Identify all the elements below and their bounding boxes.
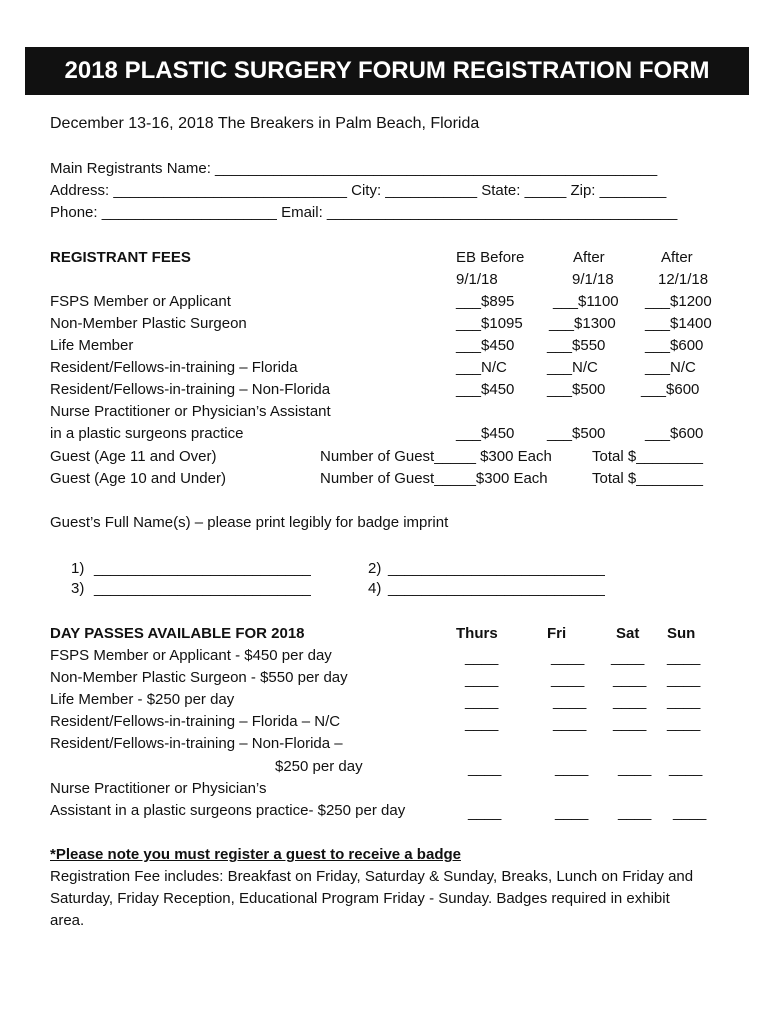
day-pass-blank[interactable]: ____ [667, 693, 701, 710]
day-pass-blank[interactable]: ____ [468, 804, 502, 821]
fee-after-sep-blank[interactable]: ___$550 [547, 337, 606, 354]
fee-row-label: Resident/Fellows-in-training – Florida [50, 359, 298, 376]
registrant-name-field[interactable]: Main Registrants Name: _____________________________________________________ [50, 160, 658, 177]
day-pass-blank[interactable]: ____ [673, 804, 707, 821]
fee-row-label: Resident/Fellows-in-training – Non-Florida [50, 381, 331, 398]
fee-row-label: FSPS Member or Applicant [50, 293, 231, 310]
day-pass-blank[interactable]: ____ [555, 760, 589, 777]
day-sun-header: Sun [667, 625, 696, 642]
day-pass-blank[interactable]: ____ [465, 671, 499, 688]
day-pass-row-label: Assistant in a plastic surgeons practice- $250 per day [50, 802, 406, 819]
form-title: 2018 PLASTIC SURGERY FORUM REGISTRATION FORM [64, 57, 710, 84]
col-after-sep-line1: After [573, 249, 605, 266]
day-pass-blank[interactable]: ____ [611, 649, 645, 666]
day-pass-row-label: $250 per day [275, 758, 363, 775]
fee-row-label: Life Member [50, 337, 134, 354]
day-pass-blank[interactable]: ____ [613, 693, 647, 710]
day-pass-row-label: Nurse Practitioner or Physician’s [50, 780, 267, 797]
day-pass-blank[interactable]: ____ [468, 760, 502, 777]
fee-row-label: in a plastic surgeons practice [50, 425, 244, 442]
day-pass-row-label: Resident/Fellows-in-training – Non-Florida – [50, 735, 343, 752]
day-pass-blank[interactable]: ____ [667, 715, 701, 732]
guest-name-field[interactable]: __________________________ [94, 560, 311, 577]
day-pass-blank[interactable]: ____ [465, 715, 499, 732]
fee-after-sep-blank[interactable]: ___$1300 [549, 315, 616, 332]
fee-after-dec-blank[interactable]: ___$600 [641, 381, 700, 398]
guest-name-field[interactable]: __________________________ [94, 580, 311, 597]
fee-includes-text: area. [50, 912, 85, 929]
fee-after-sep-blank[interactable]: ___$500 [547, 425, 606, 442]
day-pass-blank[interactable]: ____ [667, 671, 701, 688]
col-after-dec-line2: 12/1/18 [658, 271, 709, 288]
fee-includes-text: Saturday, Friday Reception, Educational Program Friday - Sunday. Badges required in exhibit [50, 890, 670, 907]
day-pass-blank[interactable]: ____ [465, 649, 499, 666]
guest-name-number: 3) [71, 580, 85, 597]
day-pass-row-label: Non-Member Plastic Surgeon - $550 per day [50, 669, 348, 686]
phone-email-field[interactable]: Phone: _____________________ Email: __________________________________________ [50, 204, 678, 221]
fee-eb-blank[interactable]: ___$1095 [456, 315, 523, 332]
guest-name-number: 4) [368, 580, 382, 597]
fee-row-label: Non-Member Plastic Surgeon [50, 315, 247, 332]
day-pass-blank[interactable]: ____ [465, 693, 499, 710]
col-after-sep-line2: 9/1/18 [572, 271, 614, 288]
guest-row-label: Guest (Age 11 and Over) [50, 448, 217, 465]
fee-includes-text: Registration Fee includes: Breakfast on Friday, Saturday & Sunday, Breaks, Lunch on Friday and [50, 868, 694, 885]
fee-eb-blank[interactable]: ___$450 [456, 381, 515, 398]
day-pass-row-label: FSPS Member or Applicant - $450 per day [50, 647, 332, 664]
guest-name-field[interactable]: __________________________ [388, 560, 605, 577]
day-pass-blank[interactable]: ____ [613, 715, 647, 732]
fee-after-sep-blank[interactable]: ___$1100 [553, 293, 619, 310]
guest-name-field[interactable]: __________________________ [388, 580, 605, 597]
day-pass-blank[interactable]: ____ [669, 760, 703, 777]
fee-eb-blank[interactable]: ___N/C [456, 359, 507, 376]
guest-row-label: Guest (Age 10 and Under) [50, 470, 226, 487]
guest-number-field[interactable]: Number of Guest_____ $300 Each [320, 448, 552, 465]
day-pass-blank[interactable]: ____ [618, 760, 652, 777]
day-passes-heading: DAY PASSES AVAILABLE FOR 2018 [50, 625, 305, 642]
day-pass-blank[interactable]: ____ [553, 715, 587, 732]
col-after-dec-line1: After [661, 249, 693, 266]
day-pass-row-label: Life Member - $250 per day [50, 691, 235, 708]
badge-note-heading: *Please note you must register a guest to receive a badge [50, 846, 461, 863]
guest-total-field[interactable]: Total $________ [592, 470, 703, 487]
col-eb-before-line1: EB Before [456, 249, 525, 266]
guest-names-instruction: Guest’s Full Name(s) – please print legibly for badge imprint [50, 514, 449, 531]
day-pass-blank[interactable]: ____ [555, 804, 589, 821]
day-pass-blank[interactable]: ____ [618, 804, 652, 821]
day-fri-header: Fri [547, 625, 567, 642]
fee-eb-blank[interactable]: ___$895 [456, 293, 515, 310]
day-pass-blank[interactable]: ____ [553, 693, 587, 710]
col-eb-before-line2: 9/1/18 [456, 271, 498, 288]
fee-after-sep-blank[interactable]: ___$500 [547, 381, 606, 398]
registrant-fees-heading: REGISTRANT FEES [50, 249, 191, 266]
guest-name-number: 1) [71, 560, 85, 577]
day-pass-blank[interactable]: ____ [551, 671, 585, 688]
fee-after-dec-blank[interactable]: ___$1400 [645, 315, 712, 332]
guest-name-number: 2) [368, 560, 382, 577]
fee-after-dec-blank[interactable]: ___$600 [645, 425, 704, 442]
title-banner [25, 47, 749, 95]
fee-after-dec-blank[interactable]: ___N/C [645, 359, 696, 376]
fee-eb-blank[interactable]: ___$450 [456, 425, 515, 442]
fee-after-dec-blank[interactable]: ___$600 [645, 337, 704, 354]
day-pass-blank[interactable]: ____ [667, 649, 701, 666]
day-thurs-header: Thurs [456, 625, 498, 642]
day-sat-header: Sat [616, 625, 640, 642]
guest-number-field[interactable]: Number of Guest_____$300 Each [320, 470, 548, 487]
address-city-state-zip-field[interactable]: Address: ____________________________ City: ___________ State: _____ Zip: ________ [50, 182, 667, 199]
guest-total-field[interactable]: Total $________ [592, 448, 703, 465]
fee-eb-blank[interactable]: ___$450 [456, 337, 515, 354]
fee-after-sep-blank[interactable]: ___N/C [547, 359, 598, 376]
fee-row-label: Nurse Practitioner or Physician’s Assistant [50, 403, 331, 420]
event-subtitle: December 13-16, 2018 The Breakers in Palm Beach, Florida [50, 115, 480, 132]
day-pass-blank[interactable]: ____ [613, 671, 647, 688]
day-pass-row-label: Resident/Fellows-in-training – Florida – N/C [50, 713, 341, 730]
day-pass-blank[interactable]: ____ [551, 649, 585, 666]
fee-after-dec-blank[interactable]: ___$1200 [645, 293, 712, 310]
